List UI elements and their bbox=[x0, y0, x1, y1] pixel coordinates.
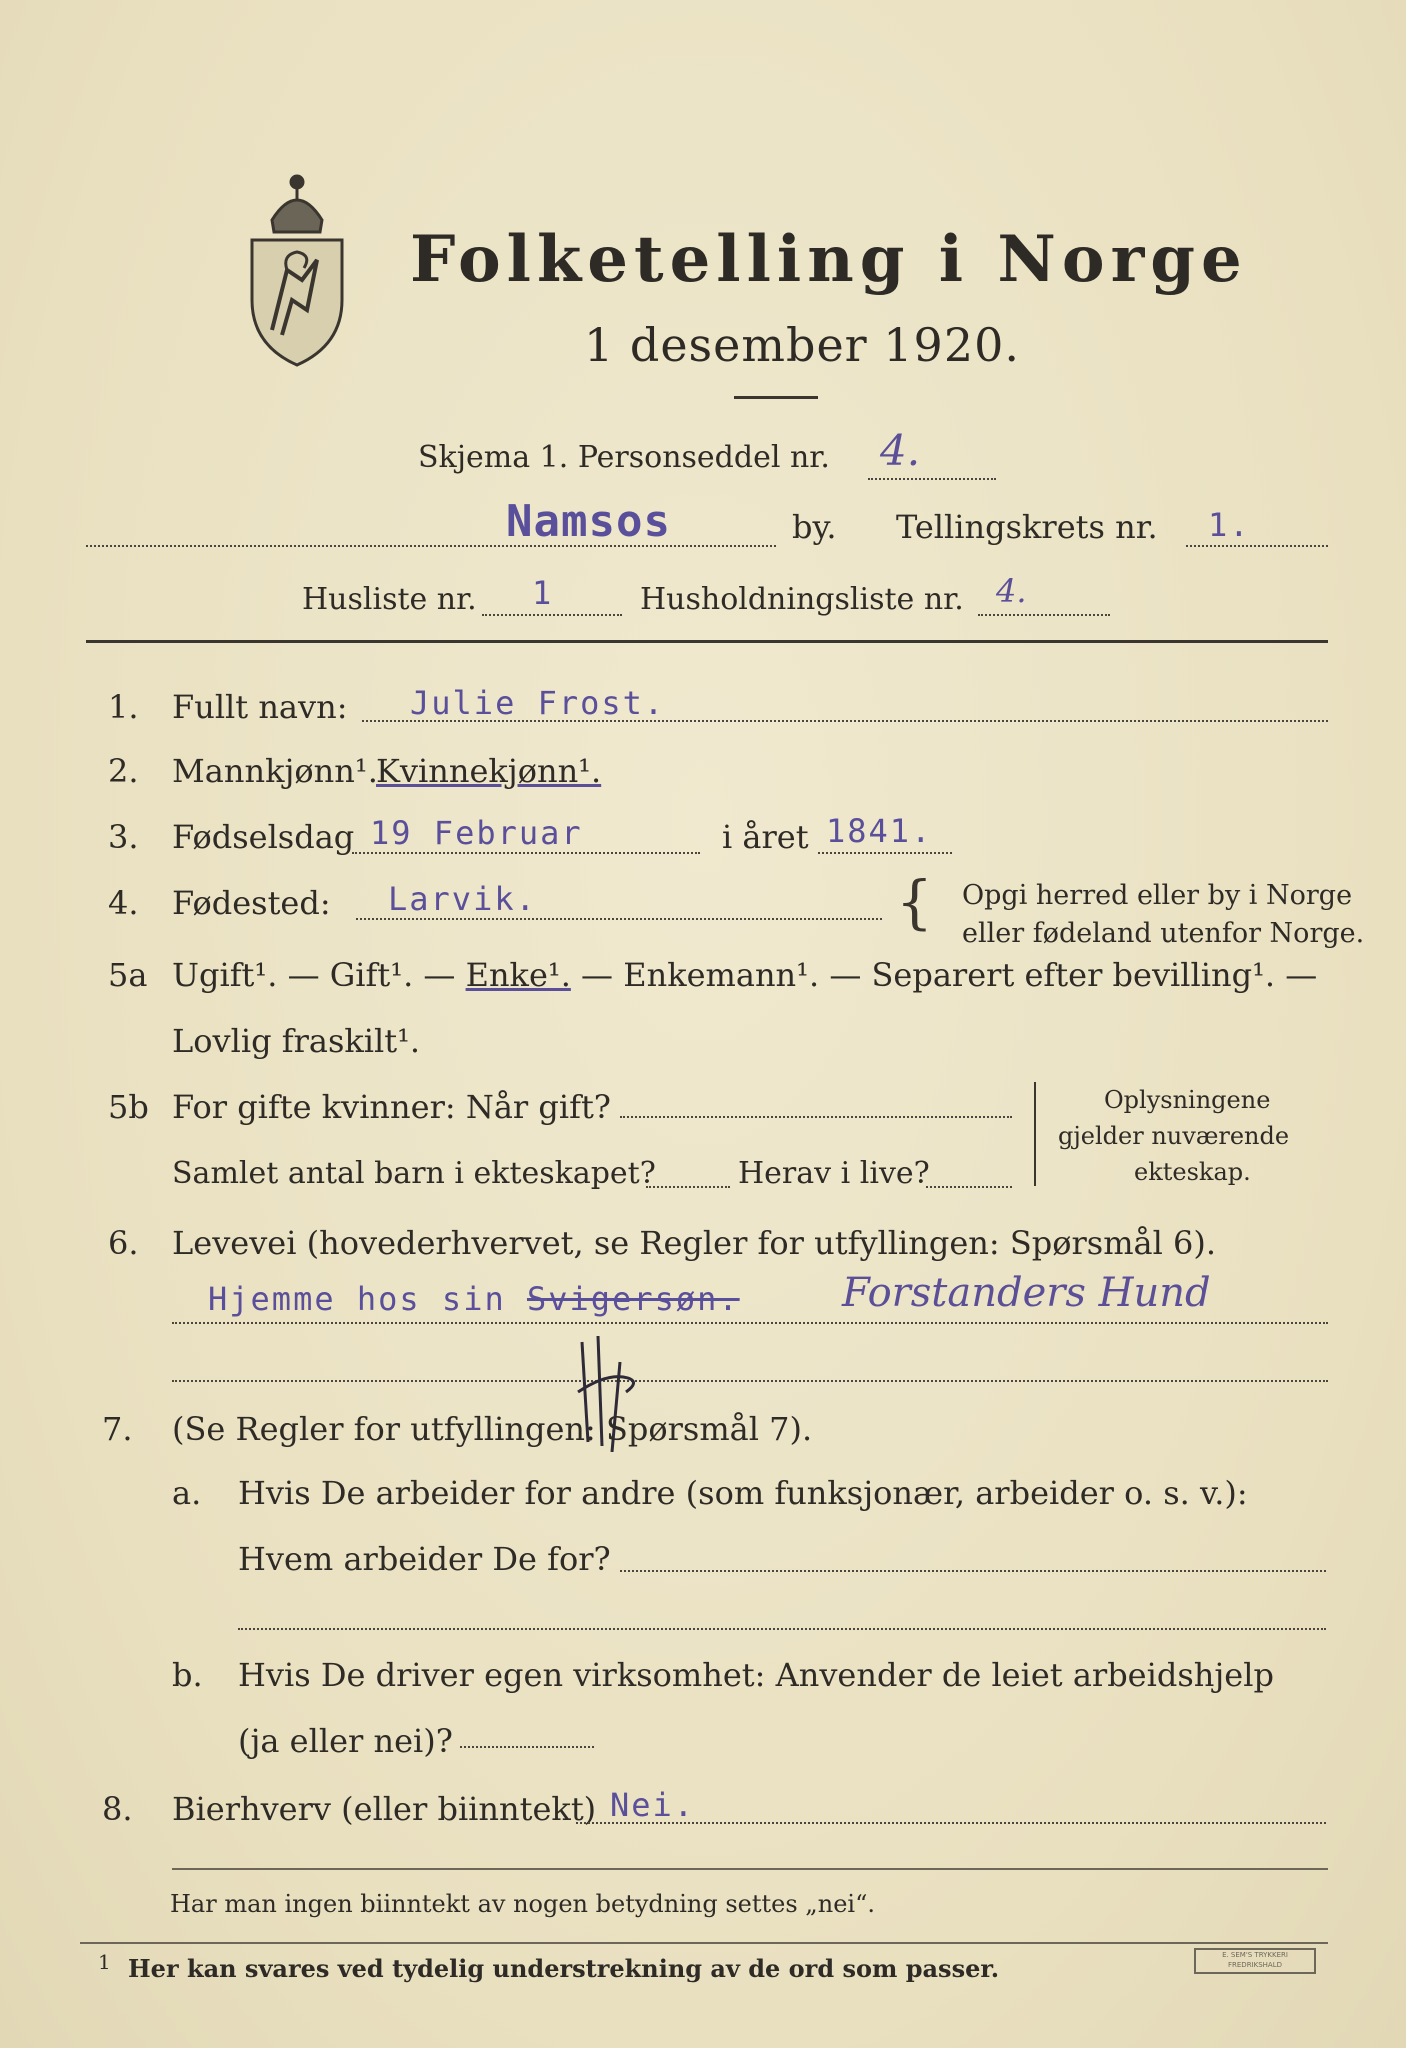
q4-label: Fødested: bbox=[172, 884, 331, 922]
q1-label: Fullt navn: bbox=[172, 688, 348, 726]
q7b-letter: b. bbox=[172, 1656, 203, 1694]
q6-struck-text: Svigersøn. bbox=[526, 1280, 740, 1318]
q7a-line2: Hvem arbeider De for? bbox=[238, 1540, 611, 1578]
q5a-number: 5a bbox=[108, 956, 148, 994]
q5b-children-line bbox=[646, 1186, 730, 1188]
q5a-options-line1 bbox=[172, 956, 1317, 994]
city-by-label: by. bbox=[792, 508, 837, 546]
q7-label: (Se Regler for utfyllingen: Spørsmål 7). bbox=[172, 1410, 813, 1448]
q3-day-line bbox=[352, 852, 700, 854]
footnote-text: Her kan svares ved tydelig understrekning av de ord som passer. bbox=[128, 1954, 1000, 1983]
q4-note-line2: eller fødeland utenfor Norge. bbox=[962, 918, 1365, 949]
q6-line2 bbox=[172, 1380, 1328, 1382]
city-line bbox=[86, 545, 776, 547]
q2-female-option: Kvinnekjønn¹. bbox=[376, 752, 602, 790]
q6-number: 6. bbox=[108, 1224, 139, 1262]
skjema-nr-line bbox=[868, 478, 996, 480]
footer-divider bbox=[172, 1868, 1328, 1870]
q3-label: Fødselsdag bbox=[172, 818, 355, 856]
q7a-line1: Hvis De arbeider for andre (som funksjonær, arbeider o. s. v.): bbox=[238, 1474, 1248, 1512]
norway-coat-of-arms-icon bbox=[242, 160, 352, 370]
skjema-label: Skjema 1. Personseddel nr. bbox=[418, 440, 830, 475]
q5a-prefix: Ugift¹. — Gift¹. — bbox=[172, 956, 466, 994]
q5a-options-line2: Lovlig fraskilt¹. bbox=[172, 1022, 421, 1060]
biinntekt-note: Har man ingen biinntekt av nogen betydning settes „nei“. bbox=[170, 1890, 875, 1918]
q7b-answer-line bbox=[460, 1746, 594, 1748]
q6-label: Levevei (hovederhvervet, se Regler for utfyllingen: Spørsmål 6). bbox=[172, 1224, 1217, 1262]
title-divider bbox=[734, 396, 818, 399]
husholdning-line bbox=[978, 614, 1110, 616]
q1-value: Julie Frost. bbox=[410, 684, 666, 722]
q7-number: 7. bbox=[102, 1410, 133, 1448]
q5b-married-when: For gifte kvinner: Når gift? bbox=[172, 1088, 611, 1126]
q5b-alive-line bbox=[926, 1186, 1012, 1188]
q7b-line2: (ja eller nei)? bbox=[238, 1722, 453, 1760]
q8-value: Nei. bbox=[610, 1786, 696, 1824]
q3-year-value: 1841. bbox=[826, 812, 933, 850]
q3-year-line bbox=[818, 852, 952, 854]
q6-line1 bbox=[172, 1322, 1328, 1324]
q4-line bbox=[356, 918, 882, 920]
husliste-label: Husliste nr. bbox=[302, 582, 477, 617]
husliste-value: 1 bbox=[532, 574, 554, 612]
form-date: 1 desember 1920. bbox=[584, 318, 1020, 372]
q4-value: Larvik. bbox=[388, 880, 537, 918]
q5b-note-line2: gjelder nuværende bbox=[1058, 1122, 1290, 1150]
q5b-alive-label: Herav i live? bbox=[738, 1156, 930, 1191]
q4-note-line1: Opgi herred eller by i Norge bbox=[962, 880, 1353, 911]
q5a-enke-option: Enke¹. bbox=[465, 956, 571, 994]
form-title: Folketelling i Norge bbox=[410, 222, 1248, 297]
q5b-children-label: Samlet antal barn i ekteskapet? bbox=[172, 1156, 656, 1191]
q5b-note-line3: ekteskap. bbox=[1134, 1158, 1251, 1186]
q2-number: 2. bbox=[108, 752, 139, 790]
city-value: Namsos bbox=[506, 496, 671, 547]
q5b-note-line1: Oplysningene bbox=[1104, 1086, 1271, 1114]
q2-male-option: Mannkjønn¹. bbox=[172, 752, 378, 790]
skjema-nr-value: 4. bbox=[880, 426, 921, 475]
q3-day-value: 19 Februar bbox=[370, 814, 583, 852]
footnote-divider bbox=[80, 1942, 1328, 1944]
q6-typed-answer bbox=[208, 1280, 740, 1318]
q7a-letter: a. bbox=[172, 1474, 202, 1512]
q5b-note-bracket bbox=[1034, 1082, 1044, 1186]
printer-stamp-text: E. SEM'S TRYKKERI FREDRIKSHALD bbox=[1222, 1951, 1288, 1969]
q7b-line1: Hvis De driver egen virksomhet: Anvender de leiet arbeidshjelp bbox=[238, 1656, 1274, 1694]
q7a-extra-line bbox=[238, 1628, 1326, 1630]
q3-year-label: i året bbox=[722, 818, 809, 856]
husholdning-label: Husholdningsliste nr. bbox=[640, 582, 964, 617]
q5b-married-line bbox=[620, 1116, 1012, 1118]
q8-label: Bierhverv (eller biinntekt) bbox=[172, 1790, 597, 1828]
husliste-line bbox=[482, 614, 622, 616]
q5b-number: 5b bbox=[108, 1088, 149, 1126]
q7a-employer-line bbox=[620, 1570, 1326, 1572]
q6-handwritten-answer: Forstanders Hund bbox=[842, 1270, 1211, 1316]
printer-stamp bbox=[1194, 1948, 1316, 1974]
q1-number: 1. bbox=[108, 688, 139, 726]
husholdning-value: 4. bbox=[996, 572, 1027, 610]
q3-number: 3. bbox=[108, 818, 139, 856]
tellingskrets-line bbox=[1186, 545, 1328, 547]
q4-number: 4. bbox=[108, 884, 139, 922]
q5a-suffix: — Enkemann¹. — Separert efter bevilling¹. — bbox=[570, 956, 1318, 994]
footnote-mark: 1 bbox=[98, 1950, 111, 1974]
q4-note-brace: { bbox=[896, 868, 933, 936]
tellingskrets-label: Tellingskrets nr. bbox=[896, 508, 1158, 546]
tellingskrets-value: 1. bbox=[1208, 506, 1251, 544]
q8-number: 8. bbox=[102, 1790, 133, 1828]
q6-typed-text: Hjemme hos sin bbox=[208, 1280, 527, 1318]
header-divider bbox=[86, 640, 1328, 643]
